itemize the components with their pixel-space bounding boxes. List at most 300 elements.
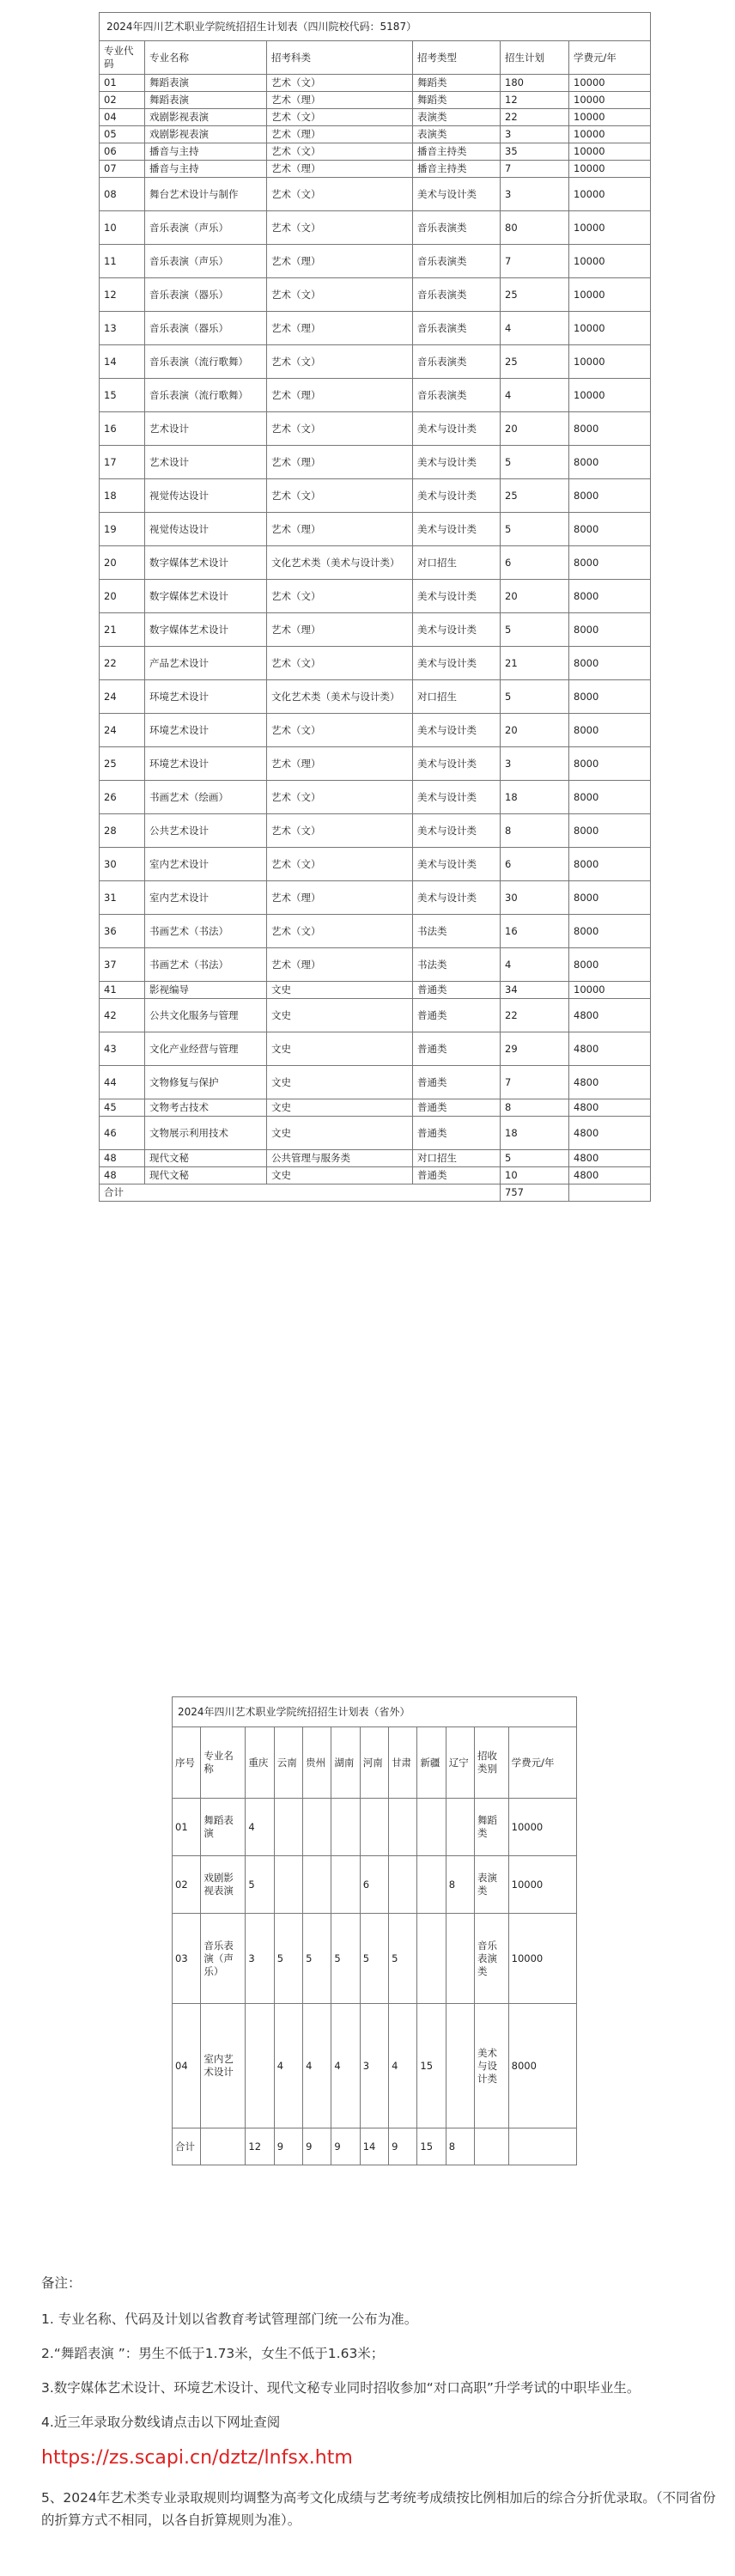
category-cell: 艺术（文） [267,647,413,680]
data-cell: 8000 [508,2004,576,2128]
major-cell: 现代文秘 [145,1167,267,1184]
type-cell: 美术与设计类 [413,848,501,881]
column-header: 贵州 [303,1727,331,1799]
data-cell [446,1799,474,1856]
column-header: 学费元/年 [569,41,651,75]
total-cell: 14 [360,2128,388,2165]
type-cell: 普通类 [413,1032,501,1066]
code-cell: 12 [100,278,145,312]
data-cell: 3 [360,2004,388,2128]
table-row [100,1066,651,1099]
total-cell [201,2128,246,2165]
type-cell: 美术与设计类 [413,412,501,446]
fee-cell: 10000 [569,211,651,245]
total-value: 757 [501,1184,569,1202]
table-row [100,999,651,1032]
fee-cell: 8000 [569,948,651,982]
category-cell: 文史 [267,999,413,1032]
data-cell [360,1799,388,1856]
type-cell: 音乐表演类 [413,245,501,278]
code-cell: 36 [100,915,145,948]
total-cell: 9 [303,2128,331,2165]
data-cell [331,1799,360,1856]
data-cell: 6 [360,1856,388,1914]
table-row [100,379,651,412]
major-cell: 文物修复与保护 [145,1066,267,1099]
major-cell: 室内艺术设计 [145,848,267,881]
category-cell: 艺术（文） [267,178,413,211]
code-cell: 48 [100,1167,145,1184]
table-row [173,2004,577,2128]
major-cell: 视觉传达设计 [145,513,267,546]
code-cell: 48 [100,1150,145,1167]
table-row [100,412,651,446]
fee-cell: 8000 [569,446,651,479]
column-header: 招生计划 [501,41,569,75]
table-title: 2024年四川艺术职业学院统招招生计划表（省外） [173,1697,577,1727]
table-title: 2024年四川艺术职业学院统招招生计划表（四川院校代码：5187） [100,13,651,41]
data-cell: 美术与设计类 [475,2004,509,2128]
plan-cell: 21 [501,647,569,680]
data-cell [446,2004,474,2128]
code-cell: 30 [100,848,145,881]
major-cell: 音乐表演（声乐） [145,211,267,245]
type-cell: 美术与设计类 [413,781,501,814]
fee-cell: 10000 [569,161,651,178]
data-cell [417,1856,446,1914]
total-row [100,1184,651,1202]
category-cell: 文史 [267,982,413,999]
data-cell: 5 [274,1914,302,2004]
data-cell: 4 [274,2004,302,2128]
data-cell: 戏剧影视表演 [201,1856,246,1914]
plan-cell: 20 [501,580,569,613]
plan-cell: 8 [501,814,569,848]
total-label: 合计 [100,1184,501,1202]
fee-cell: 8000 [569,580,651,613]
note-item-5: 5、2024年艺术类专业录取规则均调整为高考文化成绩与艺考统考成绩按比例相加后的综合分折优录取。（不同省份的折算方式不相同，以各自折算规则为准）。 [41,2490,716,2528]
fee-cell: 4800 [569,1167,651,1184]
type-cell: 书法类 [413,915,501,948]
plan-cell: 25 [501,479,569,513]
category-cell: 艺术（文） [267,412,413,446]
fee-cell: 10000 [569,126,651,143]
major-cell: 公共艺术设计 [145,814,267,848]
code-cell: 37 [100,948,145,982]
type-cell: 美术与设计类 [413,714,501,747]
fee-cell: 4800 [569,1066,651,1099]
data-cell [389,1856,417,1914]
type-cell: 对口招生 [413,546,501,580]
plan-cell: 20 [501,412,569,446]
fee-cell: 8000 [569,848,651,881]
total-row [173,2128,577,2165]
table-row [100,881,651,915]
plan-cell: 20 [501,714,569,747]
plan-cell: 3 [501,126,569,143]
column-header: 河南 [360,1727,388,1799]
table-row [173,1799,577,1856]
category-cell: 文化艺术类（美术与设计类） [267,680,413,714]
data-cell: 5 [331,1914,360,2004]
category-cell: 艺术（理） [267,161,413,178]
total-cell: 8 [446,2128,474,2165]
fee-cell: 8000 [569,412,651,446]
fee-cell: 8000 [569,513,651,546]
code-cell: 45 [100,1099,145,1117]
category-cell: 艺术（文） [267,848,413,881]
data-cell [446,1914,474,2004]
code-cell: 41 [100,982,145,999]
column-header: 辽宁 [446,1727,474,1799]
code-cell: 14 [100,345,145,379]
table-row [100,245,651,278]
category-cell: 艺术（文） [267,580,413,613]
code-cell: 24 [100,680,145,714]
plan-cell: 22 [501,109,569,126]
note-item-3: 3.数字媒体艺术设计、环境艺术设计、现代文秘专业同时招收参加“对口高职”升学考试的中职毕业生。 [41,2380,641,2396]
major-cell: 数字媒体艺术设计 [145,580,267,613]
fee-cell: 4800 [569,1032,651,1066]
data-cell: 4 [246,1799,274,1856]
data-cell: 4 [389,2004,417,2128]
header-row [100,41,651,75]
category-cell: 公共管理与服务类 [267,1150,413,1167]
total-cell: 9 [389,2128,417,2165]
table-row [100,126,651,143]
note-item-4: 4.近三年录取分数线请点击以下网址查阅 [41,2415,281,2430]
fee-cell: 10000 [569,278,651,312]
plan-cell: 7 [501,245,569,278]
plan-cell: 22 [501,999,569,1032]
category-cell: 艺术（文） [267,781,413,814]
fee-cell: 10000 [569,143,651,161]
category-cell: 艺术（理） [267,126,413,143]
plan-cell: 5 [501,513,569,546]
type-cell: 书法类 [413,948,501,982]
code-cell: 28 [100,814,145,848]
major-cell: 现代文秘 [145,1150,267,1167]
code-cell: 24 [100,714,145,747]
major-cell: 环境艺术设计 [145,747,267,781]
major-cell: 数字媒体艺术设计 [145,546,267,580]
major-cell: 舞蹈表演 [145,75,267,92]
total-cell [475,2128,509,2165]
fee-cell: 8000 [569,915,651,948]
data-cell [417,1914,446,2004]
table-row [100,714,651,747]
data-cell: 4 [303,2004,331,2128]
code-cell: 44 [100,1066,145,1099]
total-cell: 12 [246,2128,274,2165]
major-cell: 数字媒体艺术设计 [145,613,267,647]
column-header: 学费元/年 [508,1727,576,1799]
plan-cell: 7 [501,161,569,178]
major-cell: 文物展示利用技术 [145,1117,267,1150]
data-cell: 5 [389,1914,417,2004]
code-cell: 20 [100,580,145,613]
plan-cell: 7 [501,1066,569,1099]
major-cell: 影视编导 [145,982,267,999]
category-cell: 艺术（理） [267,92,413,109]
code-cell: 43 [100,1032,145,1066]
type-cell: 美术与设计类 [413,881,501,915]
type-cell: 对口招生 [413,1150,501,1167]
code-cell: 11 [100,245,145,278]
code-cell: 25 [100,747,145,781]
table-row [100,1150,651,1167]
type-cell: 音乐表演类 [413,345,501,379]
data-cell [274,1856,302,1914]
category-cell: 文史 [267,1117,413,1150]
type-cell: 表演类 [413,126,501,143]
type-cell: 普通类 [413,982,501,999]
notes-heading: 备注： [41,2275,82,2291]
fee-cell: 4800 [569,999,651,1032]
fee-cell: 10000 [569,982,651,999]
major-cell: 播音与主持 [145,161,267,178]
column-header: 专业名称 [201,1727,246,1799]
major-cell: 音乐表演（流行歌舞） [145,379,267,412]
code-cell: 16 [100,412,145,446]
data-cell: 舞蹈表演 [201,1799,246,1856]
major-cell: 舞蹈表演 [145,92,267,109]
category-cell: 艺术（文） [267,345,413,379]
total-cell: 9 [331,2128,360,2165]
data-cell [389,1799,417,1856]
category-cell: 艺术（文） [267,814,413,848]
type-cell: 美术与设计类 [413,178,501,211]
code-cell: 06 [100,143,145,161]
type-cell: 对口招生 [413,680,501,714]
category-cell: 文史 [267,1167,413,1184]
table-row [100,178,651,211]
type-cell: 普通类 [413,1167,501,1184]
table-row [100,92,651,109]
data-cell: 04 [173,2004,201,2128]
data-cell: 舞蹈类 [475,1799,509,1856]
column-header: 重庆 [246,1727,274,1799]
category-cell: 艺术（理） [267,245,413,278]
table-row [100,109,651,126]
column-header: 湖南 [331,1727,360,1799]
category-cell: 艺术（理） [267,613,413,647]
fee-cell: 8000 [569,546,651,580]
type-cell: 美术与设计类 [413,613,501,647]
category-cell: 艺术（理） [267,312,413,345]
plan-cell: 18 [501,781,569,814]
plan-cell: 10 [501,1167,569,1184]
category-cell: 文史 [267,1066,413,1099]
table-row [100,345,651,379]
code-cell: 26 [100,781,145,814]
fee-cell: 8000 [569,680,651,714]
category-cell: 艺术（文） [267,109,413,126]
data-cell: 5 [360,1914,388,2004]
fee-cell: 10000 [569,109,651,126]
code-cell: 18 [100,479,145,513]
data-cell: 10000 [508,1914,576,2004]
fee-cell: 8000 [569,714,651,747]
type-cell: 普通类 [413,999,501,1032]
major-cell: 书画艺术（绘画） [145,781,267,814]
column-header: 招考类型 [413,41,501,75]
table-row [100,948,651,982]
plan-cell: 5 [501,1150,569,1167]
column-header: 云南 [274,1727,302,1799]
type-cell: 舞蹈类 [413,92,501,109]
type-cell: 播音主持类 [413,161,501,178]
plan-cell: 4 [501,379,569,412]
data-cell: 音乐表演类 [475,1914,509,2004]
plan-cell: 29 [501,1032,569,1066]
major-cell: 音乐表演（器乐） [145,278,267,312]
type-cell: 美术与设计类 [413,814,501,848]
category-cell: 艺术（文） [267,479,413,513]
code-cell: 07 [100,161,145,178]
fee-cell: 4800 [569,1150,651,1167]
data-cell [331,1856,360,1914]
data-cell: 音乐表演（声乐） [201,1914,246,2004]
note-item-1: 1. 专业名称、代码及计划以省教育考试管理部门统一公布为准。 [41,2311,418,2327]
fee-cell: 10000 [569,312,651,345]
fee-cell: 4800 [569,1099,651,1117]
major-cell: 音乐表演（声乐） [145,245,267,278]
data-cell: 15 [417,2004,446,2128]
column-header: 甘肃 [389,1727,417,1799]
plan-cell: 30 [501,881,569,915]
category-cell: 艺术（文） [267,278,413,312]
plan-cell: 3 [501,178,569,211]
plan-cell: 80 [501,211,569,245]
plan-cell: 4 [501,948,569,982]
fee-cell: 10000 [569,345,651,379]
score-line-link[interactable]: https://zs.scapi.cn/dztz/lnfsx.htm [41,2447,353,2469]
fee-cell: 10000 [569,92,651,109]
major-cell: 艺术设计 [145,446,267,479]
header-row [173,1727,577,1799]
data-cell: 01 [173,1799,201,1856]
major-cell: 戏剧影视表演 [145,126,267,143]
code-cell: 05 [100,126,145,143]
major-cell: 戏剧影视表演 [145,109,267,126]
table-row [100,848,651,881]
table-row [100,915,651,948]
fee-cell: 4800 [569,1117,651,1150]
column-header: 专业代码 [100,41,145,75]
major-cell: 书画艺术（书法） [145,915,267,948]
fee-cell: 8000 [569,814,651,848]
type-cell: 美术与设计类 [413,647,501,680]
data-cell: 5 [303,1914,331,2004]
category-cell: 艺术（文） [267,143,413,161]
plan-cell: 5 [501,446,569,479]
data-cell: 室内艺术设计 [201,2004,246,2128]
code-cell: 42 [100,999,145,1032]
table-row [100,1032,651,1066]
table-row [100,513,651,546]
data-cell: 10000 [508,1799,576,1856]
category-cell: 艺术（理） [267,513,413,546]
table-row [100,75,651,92]
fee-cell: 8000 [569,781,651,814]
type-cell: 音乐表演类 [413,379,501,412]
fee-cell: 8000 [569,747,651,781]
plan-cell: 34 [501,982,569,999]
column-header: 招考科类 [267,41,413,75]
table-row [100,1167,651,1184]
table-row [100,143,651,161]
category-cell: 文化艺术类（美术与设计类） [267,546,413,580]
type-cell: 美术与设计类 [413,513,501,546]
table-row [100,613,651,647]
category-cell: 文史 [267,1099,413,1117]
type-cell: 音乐表演类 [413,278,501,312]
plan-cell: 3 [501,747,569,781]
table-row [100,982,651,999]
major-cell: 环境艺术设计 [145,680,267,714]
data-cell [246,2004,274,2128]
table-row [100,747,651,781]
type-cell: 普通类 [413,1099,501,1117]
type-cell: 播音主持类 [413,143,501,161]
category-cell: 文史 [267,1032,413,1066]
total-cell: 15 [417,2128,446,2165]
column-header: 专业名称 [145,41,267,75]
major-cell: 艺术设计 [145,412,267,446]
category-cell: 艺术（理） [267,881,413,915]
plan-cell: 16 [501,915,569,948]
type-cell: 表演类 [413,109,501,126]
plan-cell: 25 [501,278,569,312]
data-cell: 02 [173,1856,201,1914]
plan-cell: 25 [501,345,569,379]
column-header: 招收类别 [475,1727,509,1799]
plan-cell: 180 [501,75,569,92]
category-cell: 艺术（理） [267,379,413,412]
type-cell: 舞蹈类 [413,75,501,92]
major-cell: 舞台艺术设计与制作 [145,178,267,211]
major-cell: 音乐表演（流行歌舞） [145,345,267,379]
total-cell [508,2128,576,2165]
plan-cell: 5 [501,613,569,647]
category-cell: 艺术（文） [267,75,413,92]
table-row [100,546,651,580]
fee-cell: 8000 [569,881,651,915]
data-cell: 3 [246,1914,274,2004]
table-row [100,781,651,814]
type-cell: 普通类 [413,1117,501,1150]
data-cell: 8 [446,1856,474,1914]
data-cell: 5 [246,1856,274,1914]
type-cell: 美术与设计类 [413,479,501,513]
table-row [100,814,651,848]
type-cell: 普通类 [413,1066,501,1099]
table-row [173,1856,577,1914]
note-item-2: 2.“舞蹈表演 ”：男生不低于1.73米，女生不低于1.63米； [41,2346,385,2361]
code-cell: 17 [100,446,145,479]
type-cell: 音乐表演类 [413,312,501,345]
code-cell: 20 [100,546,145,580]
major-cell: 音乐表演（器乐） [145,312,267,345]
category-cell: 艺术（文） [267,714,413,747]
major-cell: 公共文化服务与管理 [145,999,267,1032]
type-cell: 美术与设计类 [413,580,501,613]
code-cell: 31 [100,881,145,915]
major-cell: 环境艺术设计 [145,714,267,747]
category-cell: 艺术（文） [267,211,413,245]
code-cell: 46 [100,1117,145,1150]
